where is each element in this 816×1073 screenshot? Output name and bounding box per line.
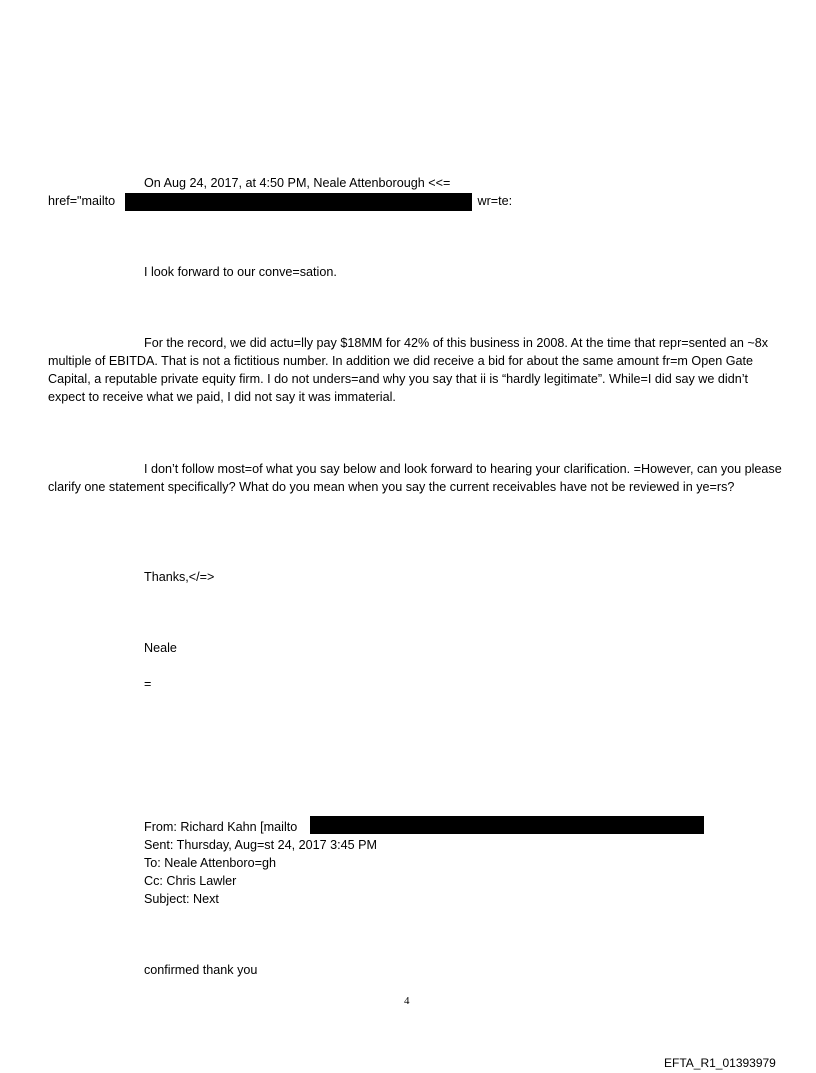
body-paragraph-2: For the record, we did actu=lly pay $18MM for 42% of this business in 2008. At the time that repr=sented an ~8x multiple of EBITDA. That is not a fictitious number. In addition we did receive a bid for about the same amount fr=m Open Gate Capital, a reputable private equity firm. I do not unders=and why you say that ii is “hardly legitimate”. While=I did say we didn’t expect to receive what we paid, I did not say it was immaterial. — [48, 336, 769, 404]
header-line-2-suffix: wr=te: — [474, 194, 513, 208]
header-line-1: On Aug 24, 2017, at 4:50 PM, Neale Attenborough <<= — [144, 176, 451, 190]
forwarded-cc: Cc: Chris Lawler — [144, 874, 237, 888]
closing-thanks: Thanks,</=> — [144, 570, 215, 584]
redaction-bar — [310, 816, 704, 834]
body-paragraph-1: I look forward to our conve=sation. — [144, 265, 337, 279]
forwarded-from: From: Richard Kahn [mailto — [144, 820, 298, 834]
page-number: 4 — [404, 995, 410, 1007]
redaction-bar — [125, 193, 472, 211]
signature-name: Neale — [144, 641, 177, 655]
forwarded-to: To: Neale Attenboro=gh — [144, 856, 276, 870]
stray-equals: = — [144, 677, 152, 691]
forwarded-sent: Sent: Thursday, Aug=st 24, 2017 3:45 PM — [144, 838, 378, 852]
body-paragraph-3: I don’t follow most=of what you say below and look forward to hearing your clarification. =However, can you please clarify one statement specifically? What do you mean when you say the current receivables have not be reviewed in ye=rs? — [48, 462, 782, 494]
header-line-2-prefix: href="mailto — [48, 194, 116, 208]
forwarded-subject: Subject: Next — [144, 892, 219, 906]
bates-number: EFTA_R1_01393979 — [664, 1056, 776, 1070]
forwarded-message: confirmed thank you — [144, 963, 258, 977]
